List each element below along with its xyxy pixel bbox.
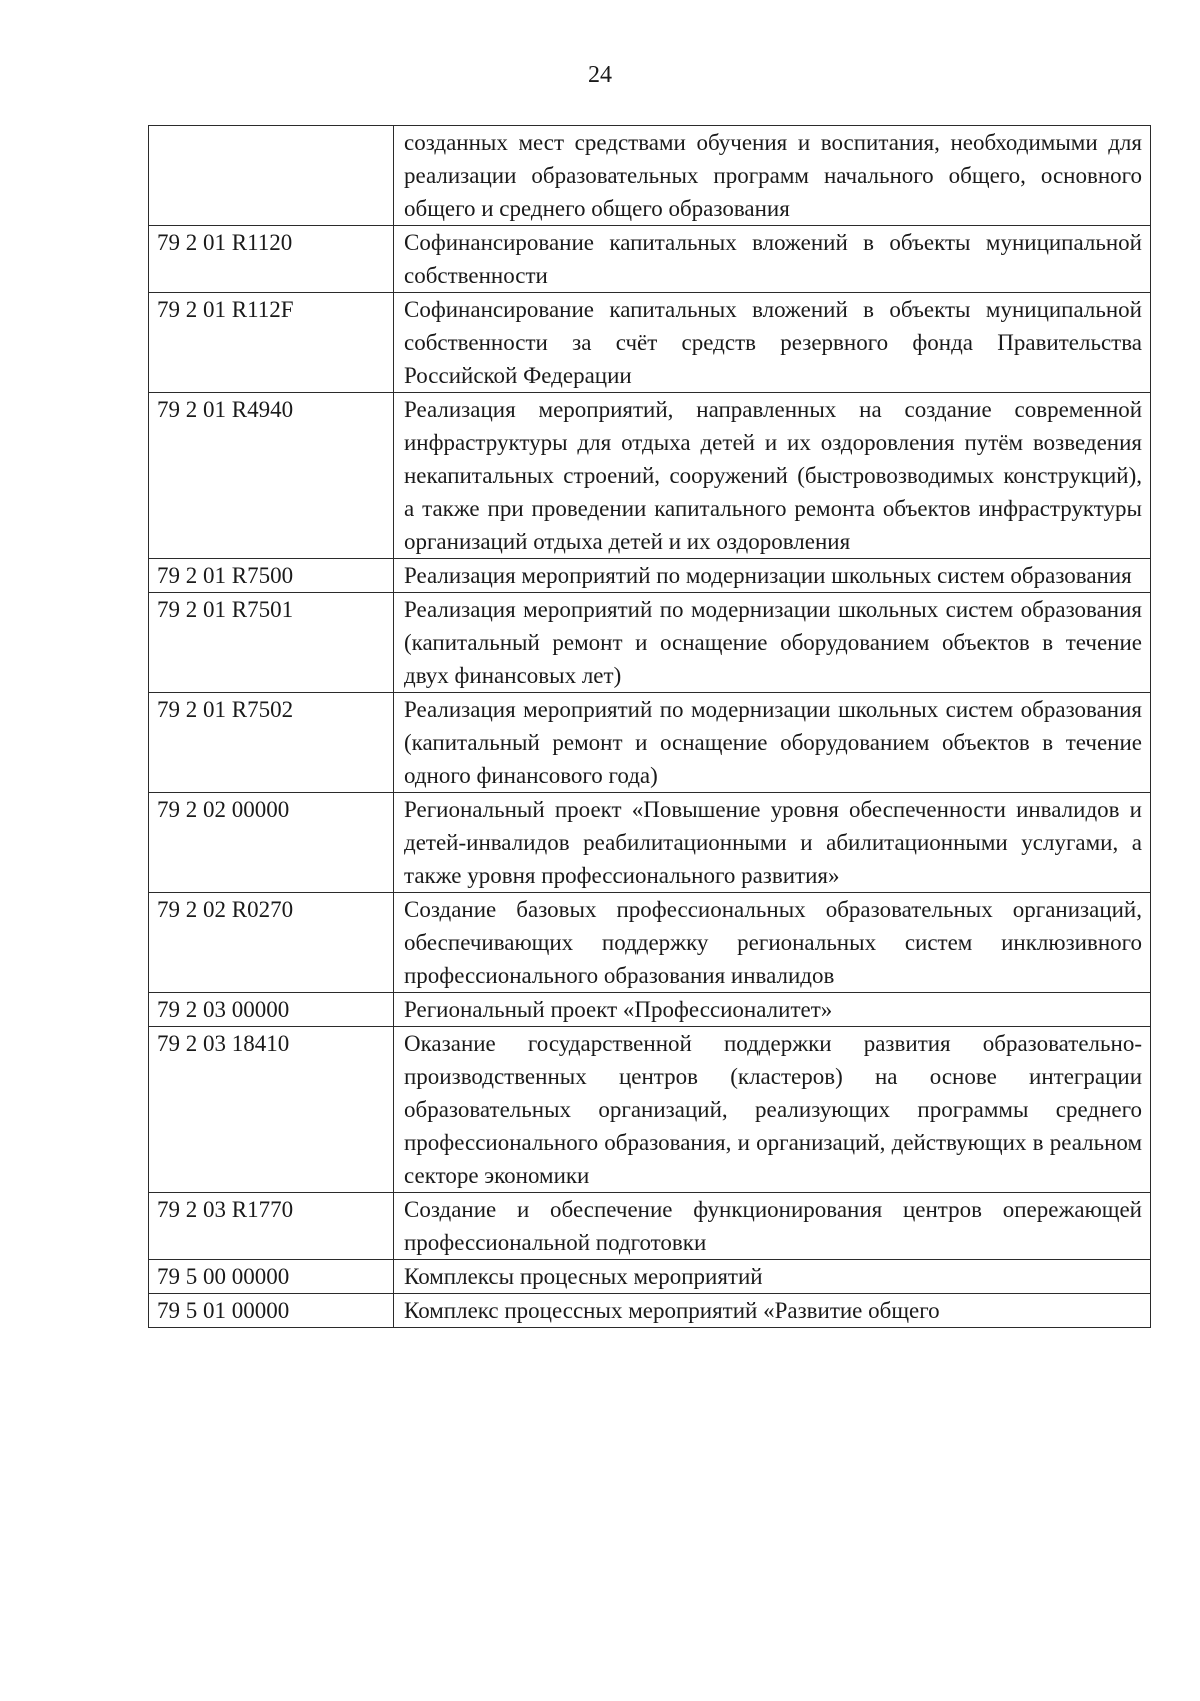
table-row (149, 693, 1151, 793)
table-row (149, 226, 1151, 293)
row-description: Создание и обеспечение функционирования центров опережающей профессиональной подготовки (394, 1193, 1151, 1260)
row-description: Реализация мероприятий по модернизации школьных систем образования (капитальный ремонт и оснащение оборудованием объектов в течение двух финансовых лет) (394, 593, 1151, 693)
row-description: Оказание государственной поддержки развития образовательно-производственных центров (кластеров) на основе интеграции образовательных организаций, реализующих программы среднего профессионального образования, и организаций, действующих в реальном секторе экономики (394, 1027, 1151, 1193)
row-code: 79 2 01 R7502 (149, 693, 394, 793)
row-code: 79 2 03 R1770 (149, 1193, 394, 1260)
row-description: Комплекс процессных мероприятий «Развитие общего (394, 1294, 1151, 1328)
row-description: Реализация мероприятий по модернизации школьных систем образования (капитальный ремонт и оснащение оборудованием объектов в течение одного финансового года) (394, 693, 1151, 793)
row-code (149, 126, 394, 226)
row-code: 79 2 01 R7500 (149, 559, 394, 593)
row-description: Комплексы процесных мероприятий (394, 1260, 1151, 1294)
row-description: Региональный проект «Повышение уровня обеспеченности инвалидов и детей-инвалидов реабилитационными и абилитационными услугами, а также уровня профессионального развития» (394, 793, 1151, 893)
row-description: Создание базовых профессиональных образовательных организаций, обеспечивающих поддержку региональных систем инклюзивного профессионального образования инвалидов (394, 893, 1151, 993)
row-code: 79 2 03 18410 (149, 1027, 394, 1193)
table-row (149, 1294, 1151, 1328)
row-code: 79 2 01 R1120 (149, 226, 394, 293)
table-row (149, 293, 1151, 393)
row-code: 79 2 02 00000 (149, 793, 394, 893)
table-row (149, 993, 1151, 1027)
row-code: 79 5 00 00000 (149, 1260, 394, 1294)
table-row (149, 393, 1151, 559)
row-code: 79 2 01 R4940 (149, 393, 394, 559)
row-description: Региональный проект «Профессионалитет» (394, 993, 1151, 1027)
table-row (149, 1260, 1151, 1294)
table-row (149, 126, 1151, 226)
row-description: Софинансирование капитальных вложений в объекты муниципальной собственности (394, 226, 1151, 293)
table-row (149, 593, 1151, 693)
table-row (149, 893, 1151, 993)
row-description: Реализация мероприятий, направленных на создание современной инфраструктуры для отдыха детей и их оздоровления путём возведения некапитальных строений, сооружений (быстровозводимых конструкций), а также при проведении капитального ремонта объектов инфраструктуры организаций отдыха детей и их оздоровления (394, 393, 1151, 559)
budget-classification-table (148, 125, 1150, 1328)
row-description: созданных мест средствами обучения и воспитания, необходимыми для реализации образовательных программ начального общего, основного общего и среднего общего образования (394, 126, 1151, 226)
code-description-table (148, 125, 1151, 1328)
table-row (149, 1193, 1151, 1260)
table-row (149, 1027, 1151, 1193)
row-description: Софинансирование капитальных вложений в объекты муниципальной собственности за счёт средств резервного фонда Правительства Российской Федерации (394, 293, 1151, 393)
row-description: Реализация мероприятий по модернизации школьных систем образования (394, 559, 1151, 593)
row-code: 79 2 03 00000 (149, 993, 394, 1027)
row-code: 79 5 01 00000 (149, 1294, 394, 1328)
table-row (149, 793, 1151, 893)
row-code: 79 2 02 R0270 (149, 893, 394, 993)
table-row (149, 559, 1151, 593)
page-number: 24 (588, 62, 612, 88)
row-code: 79 2 01 R112F (149, 293, 394, 393)
row-code: 79 2 01 R7501 (149, 593, 394, 693)
